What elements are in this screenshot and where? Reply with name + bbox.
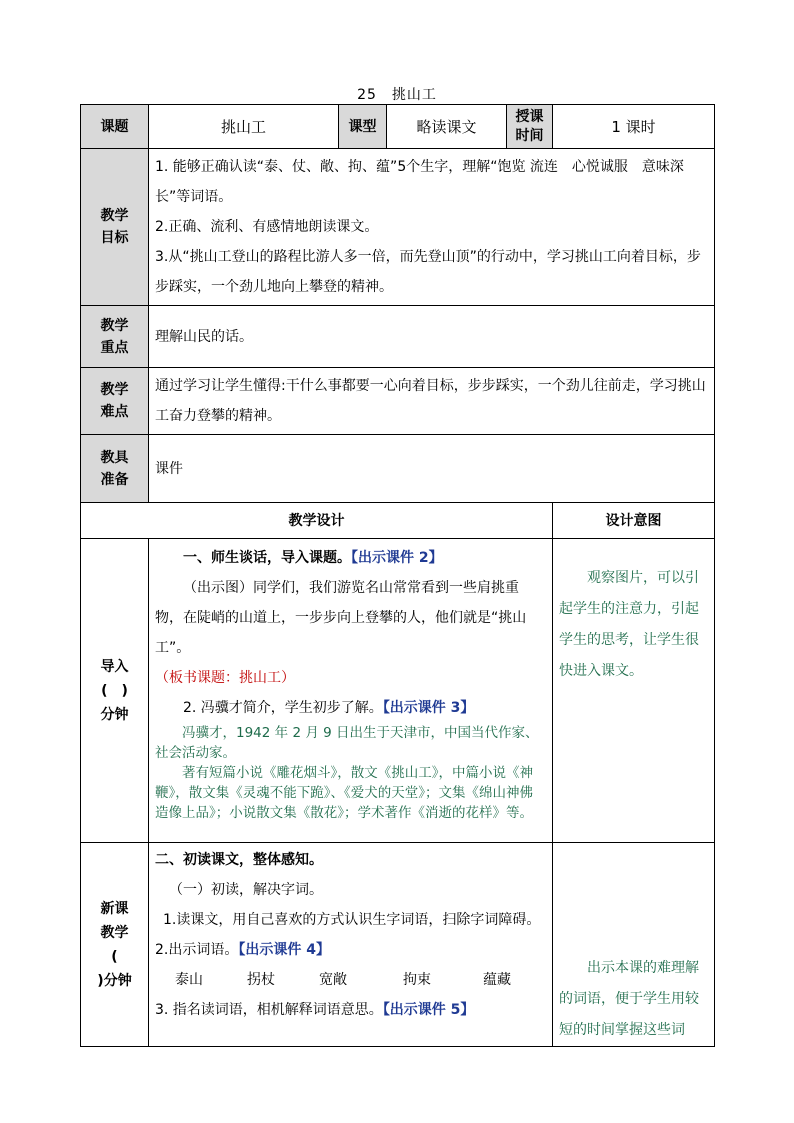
difficulties-row xyxy=(81,368,715,435)
goals-content xyxy=(149,149,715,306)
new-lesson-item-2 xyxy=(155,935,546,965)
design-header-left: 教学设计 xyxy=(81,503,553,539)
intro-content xyxy=(149,539,553,843)
vocab-word: 拘束 xyxy=(403,972,431,988)
intro-label-line2: ( ) xyxy=(101,682,128,699)
header-row xyxy=(81,105,715,149)
goal-item-1: 1. 能够正确认读“泰、仗、敞、拘、蕴”5个生字，理解“饱览 流连 心悦诚服 意味深长”等词语。 xyxy=(155,159,684,205)
intro-paragraph: （出示图）同学们，我们游览名山常常看到一些肩挑重物，在陡峭的山道上，一步步向上登攀的人，他们就是“挑山工”。 xyxy=(155,580,527,656)
type-value: 略读课文 xyxy=(387,105,507,149)
time-label-line1: 授课 xyxy=(515,108,544,125)
new-lesson-label-line2: 教学 xyxy=(100,924,129,941)
new-lesson-label-line3: ( xyxy=(111,948,118,965)
vocab-word: 蕴藏 xyxy=(483,972,511,988)
intro-intent-text: 观察图片，可以引起学生的注意力，引起学生的思考，让学生很快进入课文。 xyxy=(559,570,699,679)
intro-intent xyxy=(553,539,715,843)
time-value: 1 课时 xyxy=(553,105,715,149)
tools-text: 课件 xyxy=(149,435,715,503)
intro-heading-text: 一、师生谈话，导入课题。 xyxy=(183,550,351,566)
tools-label-line1: 教具 xyxy=(100,449,129,466)
difficulties-label-line2: 难点 xyxy=(100,404,129,420)
time-label-line2: 时间 xyxy=(515,127,544,144)
key-points-label xyxy=(81,306,149,368)
author-bio-2: 著有短篇小说《雕花烟斗》，散文《挑山工》，中篇小说《神鞭》，散文集《灵魂不能下跪》、《爱犬的天堂》；文集《绵山神佛造像上品》；小说散文集《散花》；学术著作《消逝的花样》等。 xyxy=(155,765,533,821)
difficulties-label-line1: 教学 xyxy=(100,382,129,398)
intro-heading-tag: 【出示课件 2】 xyxy=(351,550,443,566)
intro-board-note: （板书课题：挑山工） xyxy=(155,670,295,686)
goals-row xyxy=(81,149,715,306)
new-lesson-row xyxy=(81,843,715,1047)
intro-heading xyxy=(155,543,546,573)
vocab-word-list xyxy=(155,965,546,995)
new-lesson-item-3-text: 3. 指名读词语，相机解释词语意思。 xyxy=(155,1002,383,1018)
tools-row xyxy=(81,435,715,503)
time-label xyxy=(507,105,553,149)
tools-label-line2: 准备 xyxy=(100,471,129,488)
goals-label-line1: 教学 xyxy=(100,208,129,224)
intro-step-2-text: 2. 冯骥才简介，学生初步了解。 xyxy=(183,700,383,716)
intro-step-2-tag: 【出示课件 3】 xyxy=(382,700,475,716)
key-points-label-line2: 重点 xyxy=(100,339,129,356)
vocab-word: 宽敞 xyxy=(319,972,347,988)
goal-item-2: 2.正确、流利、有感情地朗读课文。 xyxy=(155,219,379,235)
new-lesson-label-line1: 新课 xyxy=(100,900,129,917)
intro-row xyxy=(81,539,715,843)
new-lesson-sub: （一）初读，解决字词。 xyxy=(169,882,323,898)
lesson-plan-table xyxy=(80,104,715,1047)
vocab-word: 泰山 xyxy=(175,972,203,988)
new-lesson-intent xyxy=(553,843,715,1047)
new-lesson-item-3-tag: 【出示课件 5】 xyxy=(382,1002,475,1018)
new-lesson-item-3 xyxy=(155,995,546,1025)
intro-label xyxy=(81,539,149,843)
topic-label: 课题 xyxy=(81,105,149,149)
topic-value: 挑山工 xyxy=(149,105,339,149)
difficulties-label xyxy=(81,368,149,435)
tools-label xyxy=(81,435,149,503)
intro-label-line3: 分钟 xyxy=(100,706,129,723)
document-title: 25 挑山工 xyxy=(357,87,437,103)
author-bio-1: 冯骥才，1942 年 2 月 9 日出生于天津市，中国当代作家、社会活动家。 xyxy=(155,725,539,761)
type-label: 课型 xyxy=(339,105,387,149)
new-lesson-item-2-tag: 【出示课件 4】 xyxy=(238,942,330,958)
new-lesson-content xyxy=(149,843,553,1047)
goals-label xyxy=(81,149,149,306)
goal-item-3: 3.从“挑山工登山的路程比游人多一倍，而先登山顶”的行动中，学习挑山工向着目标，步步踩实，一个劲儿地向上攀登的精神。 xyxy=(155,249,701,295)
vocab-word: 拐杖 xyxy=(247,972,275,988)
goals-label-line2: 目标 xyxy=(100,230,129,246)
new-lesson-heading: 二、初读课文，整体感知。 xyxy=(155,852,323,868)
key-points-text: 理解山民的话。 xyxy=(149,306,715,368)
design-header-row xyxy=(81,503,715,539)
new-lesson-label xyxy=(81,843,149,1047)
key-points-row xyxy=(81,306,715,368)
key-points-label-line1: 教学 xyxy=(100,317,129,334)
difficulties-text: 通过学习让学生懂得:干什么事都要一心向着目标，步步踩实，一个劲儿往前走，学习挑山工奋力登攀的精神。 xyxy=(149,368,715,435)
intro-label-line1: 导入 xyxy=(100,658,129,675)
intro-step-2 xyxy=(155,693,546,723)
new-lesson-item-1: 1.读课文，用自己喜欢的方式认识生字词语，扫除字词障碍。 xyxy=(163,912,541,928)
new-lesson-intent-text: 出示本课的难理解的词语，便于学生用较短的时间掌握这些词 xyxy=(559,960,699,1038)
new-lesson-label-line4: )分钟 xyxy=(97,972,132,989)
design-header-right: 设计意图 xyxy=(553,503,715,539)
new-lesson-item-2-text: 2.出示词语。 xyxy=(155,942,239,958)
